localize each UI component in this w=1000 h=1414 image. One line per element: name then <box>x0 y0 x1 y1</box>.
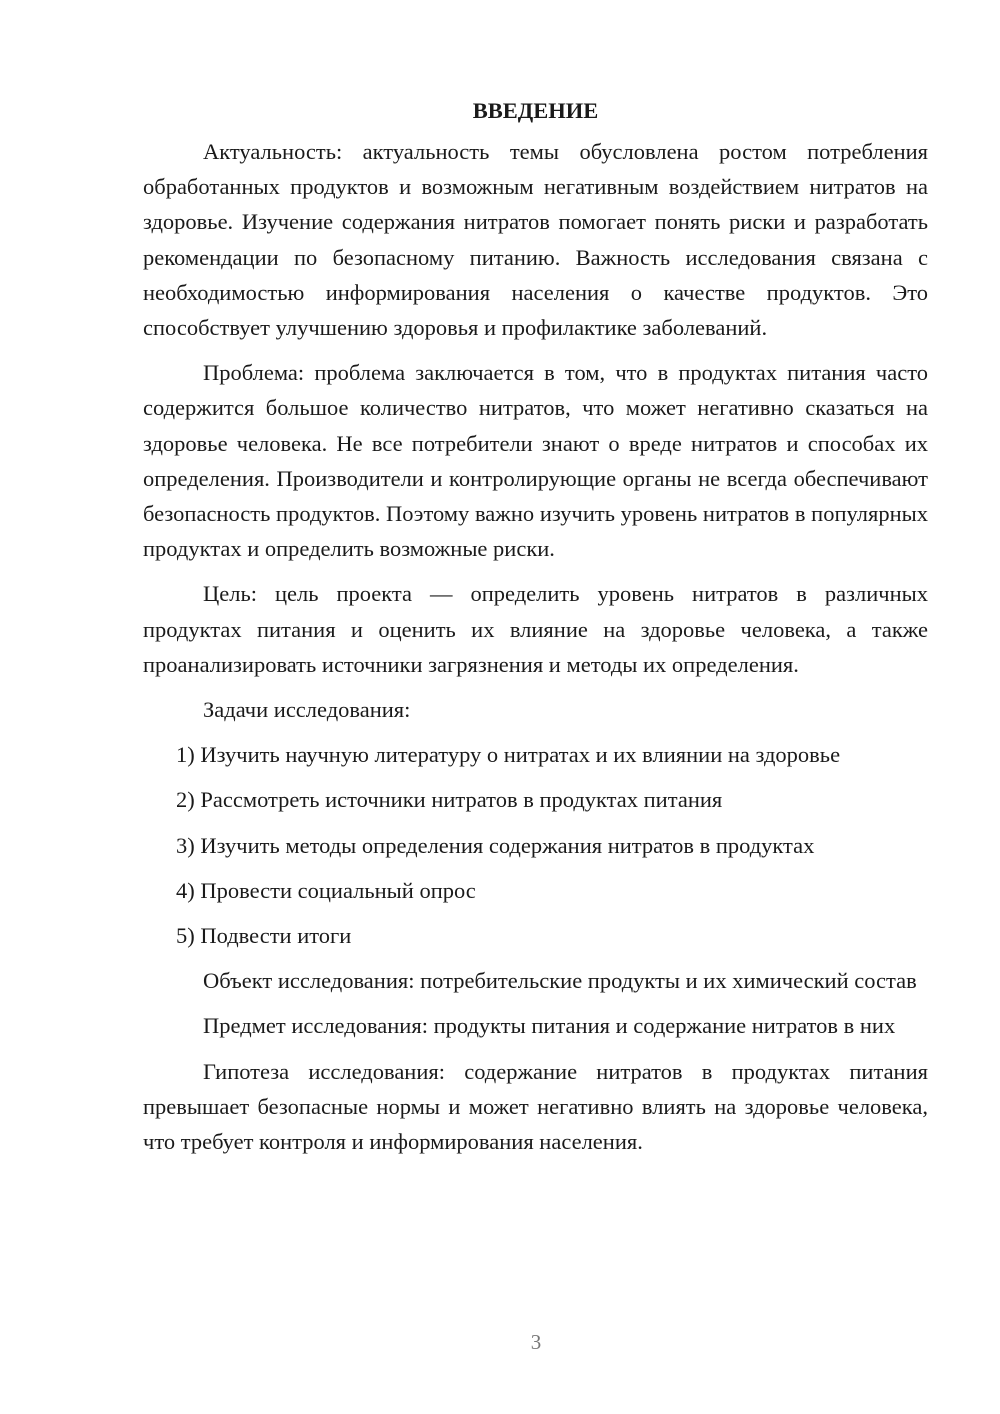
section-heading: ВВЕДЕНИЕ <box>472 98 599 123</box>
goal-paragraph: Цель: цель проекта — определить уровень нитратов в различных продуктах питания и оценить их влияние на здоровье человека, а также проанализировать источники загрязнения и методы их определения. <box>143 581 928 677</box>
tasks-label: Задачи исследования: <box>203 697 411 723</box>
task-item: 5) Подвести итоги <box>176 923 352 949</box>
subject-paragraph: Предмет исследования: продукты питания и содержание нитратов в них <box>203 1013 896 1039</box>
task-item: 3) Изучить методы определения содержания нитратов в продуктах <box>176 832 815 858</box>
task-item: 2) Рассмотреть источники нитратов в продуктах питания <box>176 787 723 813</box>
page-content <box>143 94 928 1159</box>
task-item: 4) Провести социальный опрос <box>176 877 476 903</box>
page-number: 3 <box>530 1330 542 1354</box>
task-item: 1) Изучить научную литературу о нитратах и их влиянии на здоровье <box>176 742 841 768</box>
hypothesis-paragraph: Гипотеза исследования: содержание нитратов в продуктах питания превышает безопасные нормы и может негативно влиять на здоровье человека, что требует контроля и информирования населения. <box>143 1058 928 1155</box>
object-paragraph: Объект исследования: потребительские продукты и их химический состав <box>203 968 917 994</box>
problem-paragraph: Проблема: проблема заключается в том, что в продуктах питания часто содержится большое количество нитратов, что может негативно сказаться на здоровье человека. Не все потребители знают о вреде нитратов и способах их определения. Производители и контролирующие органы не всегда обеспечивают безопасность продуктов. Поэтому важно изучить уровень нитратов в популярных продуктах и определить возможные риски. <box>143 360 928 562</box>
relevance-paragraph: Актуальность: актуальность темы обусловлена ростом потребления обработанных продуктов и возможным негативным воздействием нитратов на здоровье. Изучение содержания нитратов помогает понять риски и разработать рекомендации по безопасному питанию. Важность исследования связана с необходимостью информирования населения о качестве продуктов. Это способствует улучшению здоровья и профилактике заболеваний. <box>143 139 928 341</box>
task-list <box>143 737 928 953</box>
